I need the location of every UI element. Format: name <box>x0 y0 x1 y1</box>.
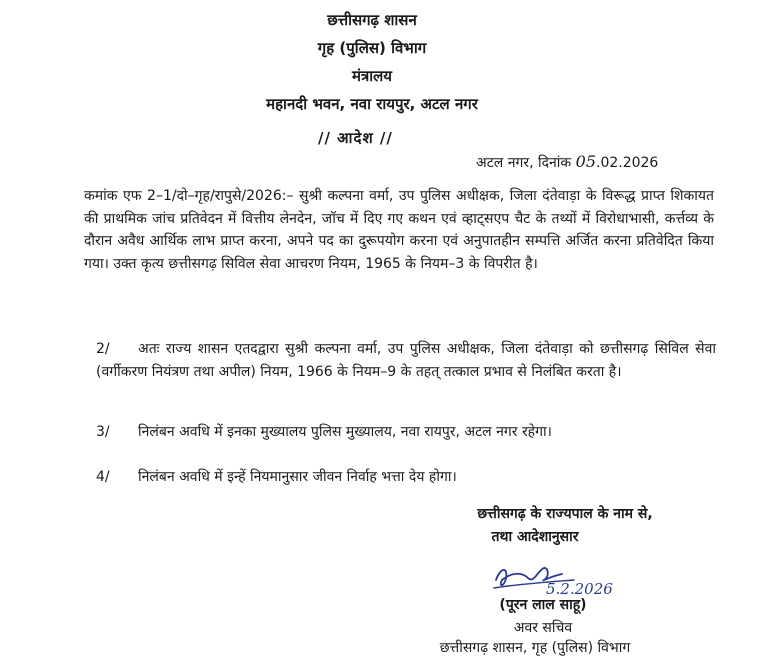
paragraph-3-number: 3/ <box>96 424 110 440</box>
paragraph-2-number: 2/ <box>96 341 110 357</box>
paragraph-1-text: कमांक एफ 2–1/दो–गृह/रापुसे/2026:– सुश्री कल्पना वर्मा, उप पुलिस अधीक्षक, जिला दंतेवाड़ा के विरूद्ध प्राप्त शिकायत की प्राथमिक जांच प्रतिवेदन में वित्तीय लेनदेन, जॉच में दिए गए कथन एवं व्हाट्सएप चैट के तथ्यों में विरोधाभासी, कर्त्तव्य के दौरान अवैध आर्थिक लाभ प्राप्त करना, अपने पद का दुरूपयोग करना एवं अनुपातहीन सम्पत्ति अर्जित करना प्रतिवेदित किया गया। उक्त कृत्य छत्तीसगढ़ सिविल सेवा आचरण नियम, 1965 के नियम–3 के विपरीत है। <box>84 188 714 272</box>
paragraph-2 <box>96 338 716 383</box>
dateline <box>476 152 658 172</box>
paragraph-1 <box>84 185 714 275</box>
header-address: महानदी भवन, नवा रायपुर, अटल नगर <box>266 95 478 113</box>
handwritten-date: 5.2.2026 <box>546 580 613 598</box>
header-government: छत्तीसगढ़ शासन <box>327 11 417 29</box>
dateline-prefix: अटल नगर, दिनांक <box>476 155 576 171</box>
signature-order-line: तथा आदेशानुसार <box>491 529 579 545</box>
paragraph-4-text: निलंबन अवधि में इन्हें नियमानुसार जीवन निर्वाह भत्ता देय होगा। <box>138 469 457 485</box>
dateline-day-handwritten: 05 <box>575 152 596 171</box>
header-department: गृह (पुलिस) विभाग <box>317 39 427 57</box>
order-title: // आदेश // <box>318 129 393 147</box>
paragraph-4 <box>96 466 716 489</box>
dateline-rest: .02.2026 <box>596 155 659 171</box>
signatory-name: (पूरन लाल साहू) <box>499 597 587 613</box>
signature-authority-line: छत्तीसगढ़ के राज्यपाल के नाम से, <box>477 506 653 522</box>
paragraph-2-text: अतः राज्य शासन एतदद्वारा सुश्री कल्पना वर्मा, उप पुलिस अधीक्षक, जिला दंतेवाड़ा को छत्तीसगढ़ सिविल सेवा (वर्गीकरण नियंत्रण तथा अपील) नियम, 1966 के नियम–9 के तहत् तत्काल प्रभाव से निलंबित करता है। <box>96 341 716 380</box>
paragraph-4-number: 4/ <box>96 469 110 485</box>
paragraph-3-text: निलंबन अवधि में इनका मुख्यालय पुलिस मुख्यालय, नवा रायपुर, अटल नगर रहेगा। <box>138 424 552 440</box>
signatory-department: छत्तीसगढ़ शासन, गृह (पुलिस) विभाग <box>439 640 631 656</box>
paragraph-3 <box>96 421 716 444</box>
header-ministry: मंत्रालय <box>351 67 392 85</box>
signatory-designation: अवर सचिव <box>513 620 573 636</box>
